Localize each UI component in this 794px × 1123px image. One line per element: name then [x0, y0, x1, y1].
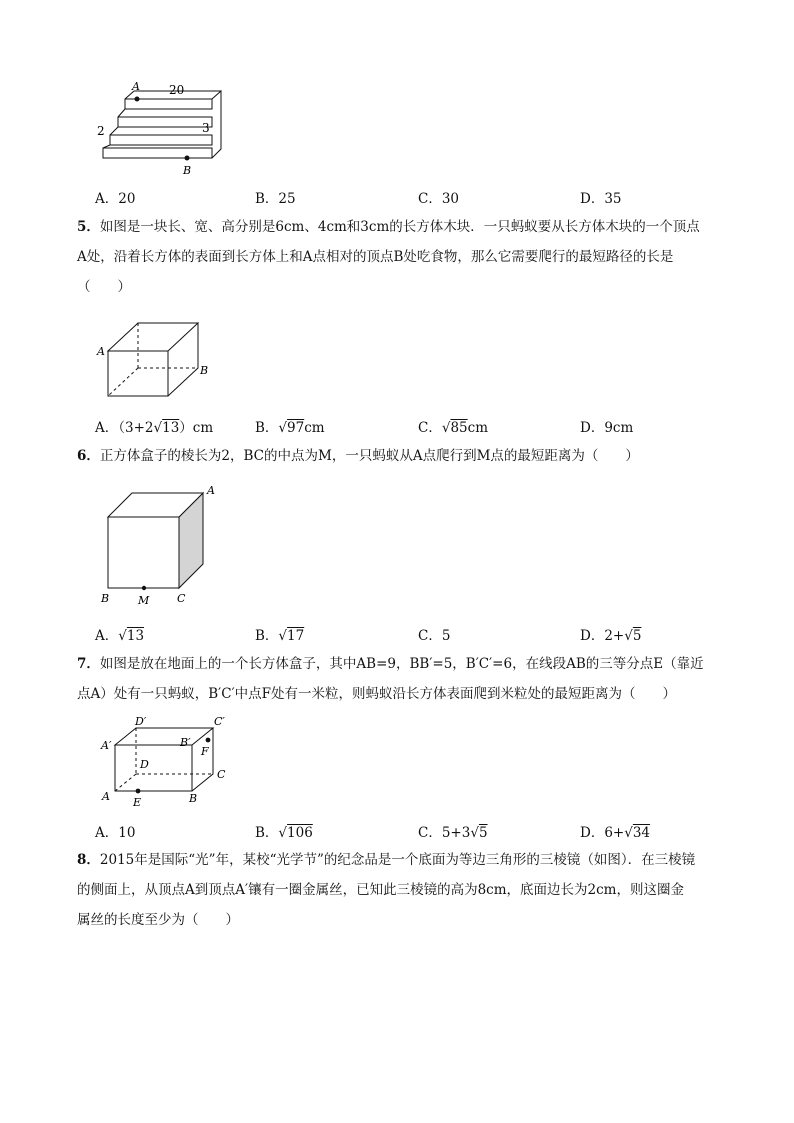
q5-stem	[77, 212, 700, 302]
label-a-prime: A′	[101, 739, 112, 752]
q6-option-d-radicand: 5	[632, 628, 642, 644]
q6-option-a-radicand: 13	[126, 628, 145, 644]
sqrt-symbol: √	[624, 628, 633, 644]
q5-option-a-pre: A．（3+2	[95, 420, 154, 436]
cuboid-figure-q7	[95, 712, 245, 812]
q6-option-b-radicand: 17	[287, 628, 305, 644]
label-c: C	[177, 592, 186, 605]
q7-option-b-radicand: 106	[287, 825, 313, 841]
q6-number: 6．	[77, 448, 100, 464]
q5-option-b-post: cm	[304, 420, 325, 436]
label-b: B	[183, 164, 192, 177]
sqrt-symbol: √	[624, 825, 633, 841]
label-2: 2	[97, 124, 105, 138]
q5-option-c-post: cm	[467, 420, 489, 436]
label-d: D	[140, 758, 149, 771]
q6-option-c-pre: C．5	[418, 628, 451, 644]
q7-option-c-pre: C．5+3	[418, 825, 471, 841]
label-b: B	[200, 364, 209, 377]
q6-line-1: 正方体盒子的棱长为2，BC的中点为M，一只蚂蚁从A点爬行到M点的最短距离为（ ）	[99, 448, 639, 464]
q7-option-b-pre: B．	[255, 825, 279, 841]
q7-stem	[77, 649, 704, 709]
q5-option-d	[580, 416, 633, 436]
label-b-prime: B′	[180, 736, 191, 749]
q8-line-1: 2015年是国际“光”年，某校“光学节”的纪念品是一个底面为等边三角形的三棱镜（如图）．在三棱镜	[99, 852, 696, 868]
q6-option-b-pre: B．	[255, 628, 279, 644]
q5-option-c-radicand: 85	[450, 420, 468, 436]
point-f-marker	[206, 738, 211, 743]
q4-option-b: B．25	[255, 191, 296, 207]
q7-number: 7．	[77, 656, 100, 672]
q7-option-d-pre: D．6+	[580, 825, 625, 841]
q6-option-a	[95, 624, 144, 644]
q7-option-c-radicand: 5	[478, 825, 488, 841]
q5-option-d-pre: D．9cm	[580, 420, 634, 436]
point-b-marker	[185, 156, 190, 161]
q5-option-b	[255, 416, 325, 436]
q6-option-b	[255, 624, 304, 644]
q6-stem	[77, 441, 639, 471]
q7-option-c	[418, 821, 488, 841]
q5-option-c-pre: C．	[418, 420, 442, 436]
label-f: F	[201, 745, 209, 758]
q5-option-a	[95, 416, 213, 436]
q5-option-a-post: ）cm	[179, 420, 214, 436]
q7-line-1: 如图是放在地面上的一个长方体盒子，其中AB=9，BB′=5，B′C′=6，在线段AB的三等分点E（靠近	[99, 656, 704, 672]
q5-option-b-radicand: 97	[287, 420, 305, 436]
label-a: A	[102, 790, 110, 803]
q5-option-b-pre: B．	[255, 420, 279, 436]
q8-line-2: 的侧面上，从顶点A到顶点A′镶有一圈金属丝，已知此三棱镜的高为8cm，底面边长为2cm，则这圈金	[77, 882, 684, 898]
q7-line-2: 点A）处有一只蚂蚁，B′C′中点F处有一米粒，则蚂蚁沿长方体表面爬到米粒处的最短距离为（ ）	[77, 686, 676, 702]
q6-option-c	[418, 624, 450, 644]
sqrt-symbol: √	[441, 420, 451, 436]
q8-number: 8．	[77, 852, 100, 868]
q5-option-a-radicand: 13	[162, 420, 180, 436]
sqrt-symbol: √	[470, 825, 479, 841]
q5-line-3: （ ）	[77, 279, 131, 295]
label-3: 3	[202, 121, 210, 135]
q7-option-d	[580, 821, 650, 841]
q4-option-a: A．20	[95, 191, 136, 207]
q4-option-c: C．30	[418, 191, 460, 207]
q5-option-c	[418, 416, 488, 436]
q7-option-d-radicand: 34	[632, 825, 651, 841]
sqrt-symbol: √	[118, 628, 127, 644]
cube-figure-q6	[95, 480, 225, 610]
cuboid-figure-q5	[95, 318, 220, 406]
stairs-figure	[95, 80, 235, 180]
point-e-marker	[136, 789, 141, 794]
sqrt-symbol: √	[278, 825, 288, 841]
q7-option-a	[95, 821, 135, 841]
label-a: A	[97, 345, 105, 358]
q5-line-2: A处，沿着长方体的表面到长方体上和A点相对的顶点B处吃食物，那么它需要爬行的最短路径的长是	[77, 249, 674, 265]
q6-option-d	[580, 624, 641, 644]
q7-option-b	[255, 821, 313, 841]
point-a-marker	[135, 97, 140, 102]
label-20: 20	[169, 83, 185, 97]
label-b: B	[189, 792, 198, 805]
label-c-prime: C′	[214, 715, 225, 728]
label-m: M	[138, 594, 150, 607]
q5-line-1: 如图是一块长、宽、高分别是6cm、4cm和3cm的长方体木块．一只蚂蚁要从长方体木块的一个顶点	[99, 219, 700, 235]
q5-number: 5．	[77, 219, 100, 235]
label-b: B	[101, 592, 110, 605]
label-d-prime: D′	[135, 715, 147, 728]
label-e: E	[133, 796, 142, 809]
sqrt-symbol: √	[278, 420, 288, 436]
sqrt-symbol: √	[153, 420, 163, 436]
sqrt-symbol: √	[278, 628, 288, 644]
q8-stem	[77, 845, 695, 935]
q7-option-a-pre: A．10	[95, 825, 136, 841]
q4-option-d: D．35	[580, 191, 622, 207]
label-c: C	[217, 768, 226, 781]
label-a: A	[132, 80, 140, 93]
q6-option-a-pre: A．	[95, 628, 119, 644]
label-a: A	[207, 484, 215, 497]
point-m-marker	[142, 586, 146, 590]
q6-option-d-pre: D．2+	[580, 628, 625, 644]
q8-line-3: 属丝的长度至少为（ ）	[77, 912, 239, 928]
